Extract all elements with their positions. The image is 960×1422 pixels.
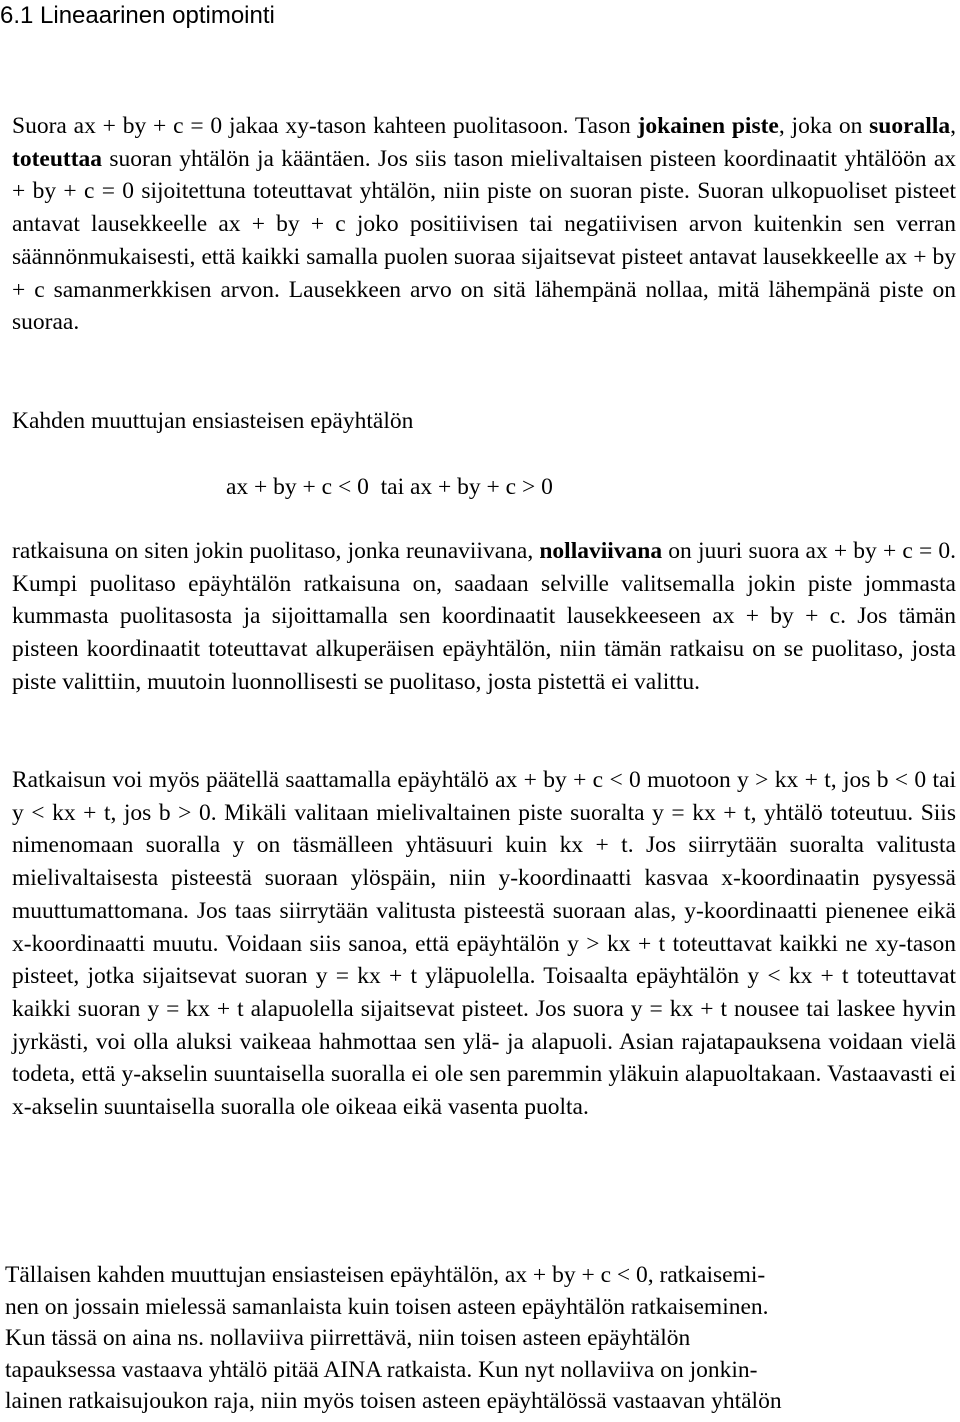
paragraph-solution-half-plane: [12, 535, 956, 699]
p3-text-1: ratkaisuna on siten jokin puolitaso, jonka reunaviivana,: [12, 538, 540, 564]
paragraph-comparison: [5, 1260, 935, 1418]
text-line: tapauksessa vastaava yhtälö pitää AINA ratkaista. Kun nyt nollaviiva on jonkin-: [5, 1356, 758, 1383]
inequality-formula: ax + by + c < 0 tai ax + by + c > 0: [226, 474, 553, 500]
paragraph-slope-form: Ratkaisun voi myös päätellä saattamalla epäyhtälö ax + by + c < 0 muotoon y > kx + t, jos b < 0 tai y < kx + t, jos b > 0. Mikäli valitaan mielivaltainen piste suoralta y = kx + t, yhtälö toteutuu. Siis nimenomaan suoralla y on täsmälleen yhtäsuuri kuin kx + t. Jos siirrytään suoralta valitusta mielivaltaisesta pisteestä suoraan ylöspäin, niin y-koordinaatti kasvaa x-koordinaatin pysyessä muuttumattomana. Jos taas siirrytään valitusta pisteestä suoraan alas, y-koordinaatti pienenee eikä x-koordinaatti muutu. Voidaan siis sanoa, että epäyhtälön y > kx + t toteuttavat kaikki ne xy-tason pisteet, jotka sijaitsevat suoran y = kx + t yläpuolella. Toisaalta epäyhtälön y < kx + t toteuttavat kaikki suoran y = kx + t alapuolella sijaitsevat pisteet. Jos suora y = kx + t nousee tai laskee hyvin jyrkästi, voi olla aluksi vaikeaa hahmottaa sen ylä- ja alapuoli. Asian rajatapauksena voidaan vielä todeta, että y-akselin suuntaisella suoralla ei ole sen paremmin yläkuin alapuoltakaan. Vastaavasti ei x-akselin suuntaisella suoralla ole oikeaa eikä vasenta puolta.: [12, 767, 956, 1121]
paragraph-half-planes: [12, 110, 956, 339]
p1-text-2: , joka on: [778, 113, 870, 139]
text-line: lainen ratkaisujoukon raja, niin myös toisen asteen epäyhtälössä vastaavan yhtälön: [5, 1388, 782, 1414]
text-line: nen on jossain mielessä samanlaista kuin toisen asteen epäyhtälön ratkaiseminen.: [5, 1293, 769, 1320]
text-line: Kun tässä on aina ns. nollaviiva piirrettävä, niin toisen asteen epäyhtälön: [5, 1325, 691, 1351]
p1-bold-on-line: suoralla: [869, 113, 951, 139]
p1-bold-satisfies: toteuttaa: [12, 145, 103, 172]
p1-bold-every-point: jokainen piste: [637, 113, 779, 139]
paragraph-intro-inequality: Kahden muuttujan ensiasteisen epäyhtälön: [12, 408, 414, 434]
p1-text-1: Suora ax + by + c = 0 jakaa xy-tason kahteen puolitasoon. Tason: [12, 113, 638, 139]
p1-text-3: ,: [950, 113, 956, 139]
text-line: Tällaisen kahden muuttujan ensiasteisen epäyhtälön, ax + by + c < 0, ratkaisemi-: [5, 1262, 766, 1288]
section-heading: 6.1 Lineaarinen optimointi: [0, 2, 275, 29]
p3-text-2: on juuri suora ax + by + c = 0. Kumpi puolitaso epäyhtälön ratkaisuna on, saadaan selville valitsemalla jokin piste jommasta kummasta puolitasosta ja sijoittamalla sen koordinaatit lausekkeeseen ax + by + c. Jos tämän pisteen koordinaatit toteuttavat alkuperäisen epäyhtälön, niin tämän ratkaisu on se puolitaso, josta piste valittiin, muutoin luonnollisesti se puolitaso, josta pistettä ei valittu.: [12, 538, 956, 695]
p3-bold-zero-line: nollaviivana: [539, 538, 663, 564]
p1-text-4: suoran yhtälön ja kääntäen. Jos siis tason mielivaltaisen pisteen koordinaatit yhtälöön ax + by + c = 0 sijoitettuna toteuttavat yhtälön, niin piste on suoran piste. Suoran ulkopuoliset pisteet antavat lausekkeelle ax + by + c joko positiivisen tai negatiivisen arvon kuitenkin sen verran säännönmukaisesti, että kaikki samalla puolen suoraa sijaitsevat pisteet antavat lausekkeelle ax + by + c samanmerkkisen arvon. Lausekkeen arvo on sitä lähempänä nollaa, mitä lähempänä piste on suoraa.: [12, 145, 956, 336]
